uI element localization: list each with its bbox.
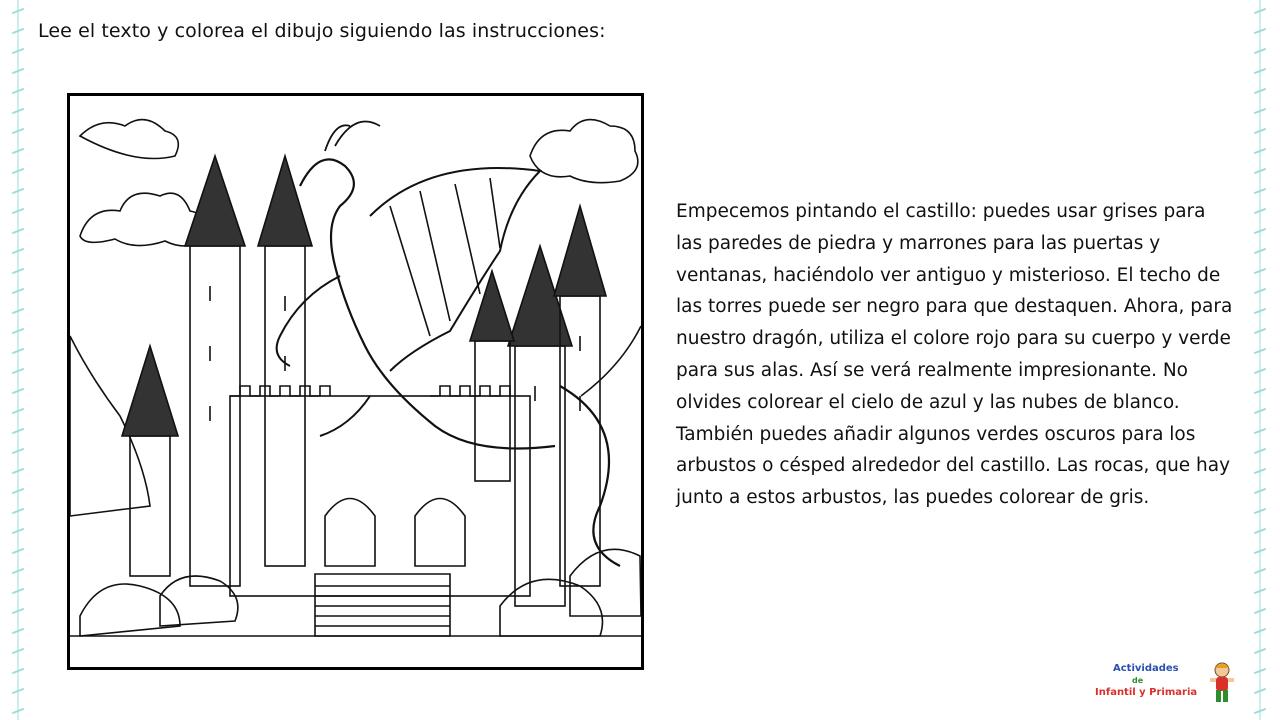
left-decorative-border [8, 0, 30, 720]
dragon-castle-illustration [70, 96, 641, 667]
story-paragraph: Empecemos pintando el castillo: puedes usar grises para las paredes de piedra y marrones para las puertas y ventanas, haciéndolo ver antiguo y misterioso. El techo de las torres puede ser negro para que destaquen. Ahora, para nuestro dragón, utiliza el colore rojo para su cuerpo y verde para sus alas. Así se verá realmente impresionante. No olvides colorear el cielo de azul y las nubes de blanco. También puedes añadir algunos verdes oscuros para los arbustos o césped alrededor del castillo. Las rocas, que hay junto a estos arbustos, las puedes colorear de gris. [676, 201, 1233, 509]
site-logo [1095, 660, 1245, 708]
child-mascot-icon [1207, 660, 1237, 704]
right-decorative-border [1250, 0, 1272, 720]
logo-line-3: Infantil y Primaria [1095, 687, 1198, 698]
logo-line-1: Actividades [1113, 663, 1179, 674]
instructions-heading: Lee el texto y colorea el dibujo siguiendo las instrucciones: [38, 20, 606, 42]
coloring-picture [67, 93, 644, 670]
cloud-right [530, 120, 638, 183]
logo-line-2: de [1132, 676, 1144, 685]
